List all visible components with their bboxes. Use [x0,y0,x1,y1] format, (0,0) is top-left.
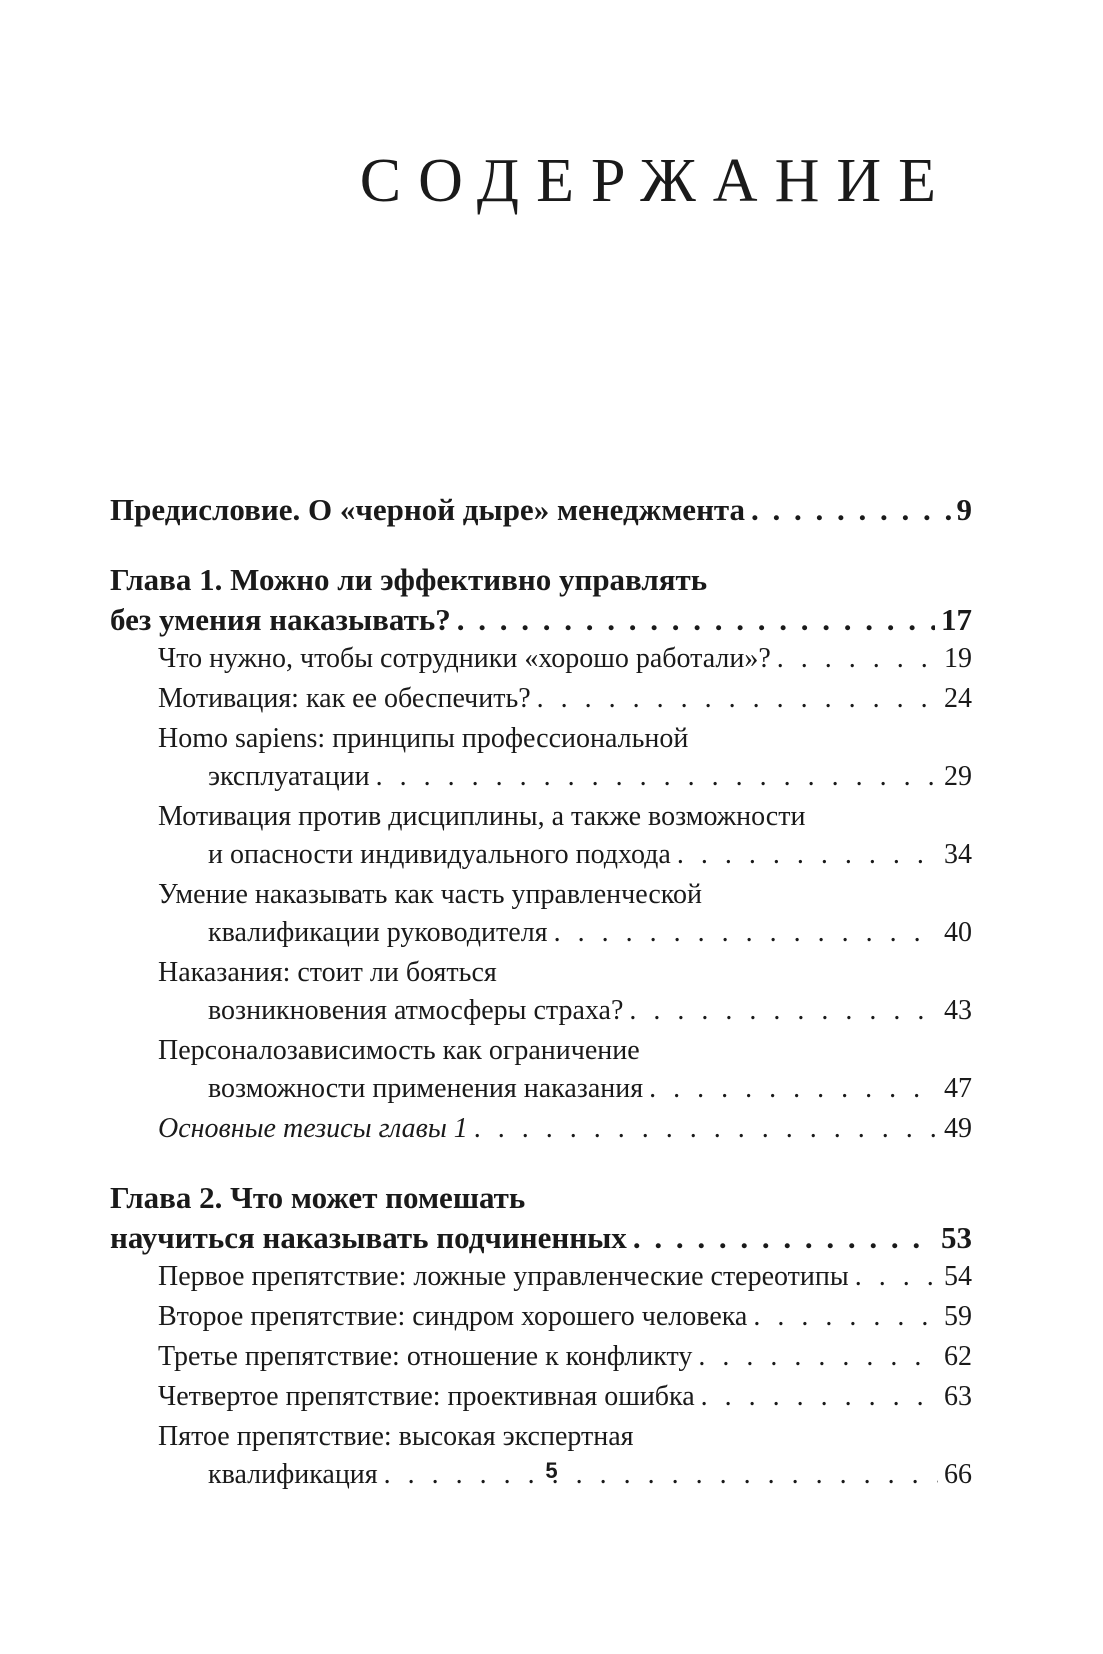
dot-leader [457,600,935,640]
toc-entry-section[interactable] [158,954,972,1030]
dot-leader [751,490,950,530]
toc-page-number: 63 [944,1381,972,1412]
dot-leader [649,1070,938,1108]
toc-page-number: 43 [944,995,972,1026]
toc-entry-summary[interactable] [158,1110,972,1148]
table-of-contents [110,490,972,1494]
toc-entry-label: Что нужно, чтобы сотрудники «хорошо работали»? [158,643,771,674]
dot-leader [753,1298,938,1336]
toc-entry-label: Мотивация: как ее обеспечить? [158,683,531,714]
toc-page-number: 49 [944,1113,972,1144]
toc-page-number: 66 [944,1459,972,1490]
toc-entry-label: Глава 2. Что может помешать [110,1180,526,1215]
toc-entry-section[interactable] [158,1378,972,1416]
toc-entry-section[interactable] [158,1032,972,1108]
toc-page-number: 29 [944,761,972,792]
dot-leader [698,1338,938,1376]
page-number: 5 [545,1458,558,1483]
toc-page-number: 19 [944,643,972,674]
toc-entry-section[interactable] [158,1258,972,1296]
toc-entry-label: Умение наказывать как часть управленческой [158,879,702,910]
toc-entry-section[interactable] [158,680,972,718]
toc-entry-label: Наказания: стоит ли бояться [158,957,497,988]
toc-entry-preface[interactable] [110,490,972,530]
toc-entry-label: Глава 1. Можно ли эффективно управлять [110,562,708,597]
dot-leader [777,640,938,678]
toc-page-number: 47 [944,1073,972,1104]
page-title: СОДЕРЖАНИЕ [359,147,953,215]
toc-page-number: 24 [944,683,972,714]
toc-entry-label: Второе препятствие: синдром хорошего человека [158,1301,748,1332]
dot-leader [474,1110,938,1148]
toc-page-number: 59 [944,1301,972,1332]
toc-entry-chapter-1[interactable] [110,560,972,640]
toc-entry-label-continued: возможности применения наказания [208,1073,644,1104]
toc-entry-label-continued: эксплуатации [208,761,370,792]
toc-entry-label: Пятое препятствие: высокая экспертная [158,1421,634,1452]
toc-page-number: 54 [944,1261,972,1292]
toc-page-number: 40 [944,917,972,948]
toc-entry-label: Первое препятствие: ложные управленческие стереотипы [158,1261,849,1292]
toc-page-number: 17 [941,602,972,637]
toc-page-number: 9 [956,492,972,527]
dot-leader [629,992,938,1030]
toc-entry-label: Мотивация против дисциплины, а также возможности [158,801,806,832]
dot-leader [855,1258,938,1296]
dot-leader [376,758,938,796]
toc-entry-label-continued: без умения наказывать? [110,602,451,637]
toc-entry-section[interactable] [158,876,972,952]
toc-page-number: 53 [941,1220,972,1255]
toc-entry-chapter-2[interactable] [110,1178,972,1258]
toc-entry-section[interactable] [158,1298,972,1336]
toc-entry-label: Персоналозависимость как ограничение [158,1035,640,1066]
toc-entry-section[interactable] [158,640,972,678]
toc-entry-section[interactable] [158,720,972,796]
toc-page-number: 34 [944,839,972,870]
toc-entry-label-continued: возникновения атмосферы страха? [208,995,624,1026]
toc-entry-label: Третье препятствие: отношение к конфликту [158,1341,693,1372]
toc-entry-section[interactable] [158,798,972,874]
dot-leader [554,914,938,952]
toc-entry-label: Предисловие. О «черной дыре» менеджмента [110,492,746,527]
toc-entry-label: Homo sapiens: принципы профессиональной [158,723,689,754]
toc-entry-label-continued: квалификация [208,1459,378,1490]
dot-leader [677,836,938,874]
dot-leader [633,1218,935,1258]
toc-entry-label: Четвертое препятствие: проективная ошибка [158,1381,695,1412]
toc-entry-label-continued: квалификации руководителя [208,917,548,948]
toc-entry-label-continued: и опасности индивидуального подхода [208,839,671,870]
dot-leader [701,1378,938,1416]
toc-entry-label-continued: научиться наказывать подчиненных [110,1220,627,1255]
toc-entry-section[interactable] [158,1338,972,1376]
toc-page-number: 62 [944,1341,972,1372]
dot-leader [537,680,938,718]
toc-entry-label: Основные тезисы главы 1 [158,1113,468,1144]
